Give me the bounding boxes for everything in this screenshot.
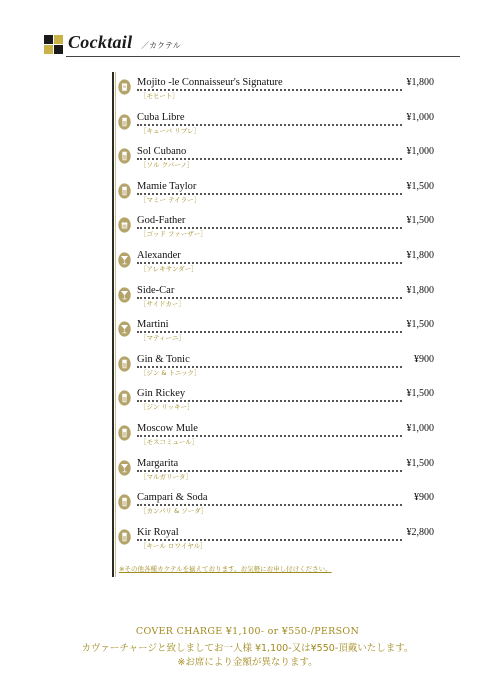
item-name: Gin & Tonic: [137, 354, 194, 365]
tumbler-glass-icon: [118, 390, 131, 406]
item-price: ¥900: [410, 354, 434, 365]
cover-charge-line: COVER CHARGE ¥1,100- or ¥550-/PERSON: [135, 626, 360, 637]
cover-charge-detail: カヴァーチャージと致しましてお一人様 ¥1,100-又は¥550-頂戴いたします。: [81, 643, 414, 654]
item-kana: ［ソル クバーノ］: [140, 161, 194, 170]
menu-item: [112, 524, 442, 554]
item-kana: ［マミー テイラー］: [140, 195, 201, 204]
menu-item: [112, 282, 442, 312]
menu-item: [112, 212, 442, 242]
menu-item: [112, 455, 442, 485]
tumbler-glass-icon: [118, 114, 131, 130]
item-name: Gin Rickey: [137, 388, 189, 399]
item-kana: ［ジン リッキー］: [140, 403, 194, 412]
page-subtitle: ／カクテル: [141, 41, 181, 50]
page-header: [44, 34, 460, 60]
menu-item: [112, 316, 442, 346]
item-name: Sol Cubano: [137, 146, 190, 157]
item-kana: ［マルガリータ］: [140, 472, 192, 481]
item-kana: ［キューバ リブレ］: [140, 126, 200, 135]
menu-item: [112, 109, 442, 139]
item-price: ¥1,800: [403, 285, 435, 296]
item-name: Margarita: [137, 458, 182, 469]
item-price: ¥1,800: [403, 77, 435, 88]
item-name: Mojito -le Connaisseur's Signature: [137, 77, 287, 88]
menu-item: [112, 420, 442, 450]
tumbler-glass-icon: [118, 148, 131, 164]
checker-logo-icon: [44, 35, 64, 55]
old-fashioned-glass-icon: [118, 217, 131, 233]
cover-charge-note: ※お席により金額が異なります。: [177, 657, 318, 668]
item-kana: ［ゴッド ファーザー］: [140, 230, 207, 239]
page-title: Cocktail: [68, 32, 133, 52]
item-price: ¥1,000: [403, 146, 435, 157]
item-kana: ［ジン & トニック］: [140, 368, 201, 377]
tumbler-glass-icon: [118, 183, 131, 199]
item-name: Alexander: [137, 250, 185, 261]
menu-note: ※その他各種カクテルを揃えております。お気軽にお申し付けください。: [119, 565, 332, 573]
item-price: ¥1,000: [403, 423, 435, 434]
menu-item: [112, 351, 442, 381]
item-price: ¥1,500: [403, 319, 435, 330]
menu-item: [112, 385, 442, 415]
cocktail-glass-icon: [118, 287, 131, 303]
item-name: God-Father: [137, 215, 189, 226]
item-kana: ［マティーニ］: [140, 334, 185, 343]
cocktail-glass-icon: [118, 252, 131, 268]
item-name: Side-Car: [137, 285, 178, 296]
item-kana: ［モヒート］: [140, 92, 179, 100]
menu-item: [112, 143, 442, 173]
tumbler-glass-icon: [118, 494, 131, 510]
item-name: Kir Royal: [137, 527, 183, 538]
item-price: ¥900: [410, 492, 434, 503]
dot-leader: [137, 321, 402, 333]
menu-item: [112, 178, 442, 208]
item-kana: ［サイドカー］: [140, 299, 185, 308]
header-divider: [66, 56, 460, 57]
item-price: ¥1,500: [403, 215, 435, 226]
item-price: ¥1,000: [403, 112, 435, 123]
item-price: ¥1,500: [403, 388, 435, 399]
menu-item: [112, 247, 442, 277]
item-name: Campari & Soda: [137, 492, 212, 503]
item-price: ¥2,800: [403, 527, 435, 538]
cocktail-glass-icon: [118, 460, 131, 476]
item-name: Moscow Mule: [137, 423, 202, 434]
item-kana: ［キール ロワイヤル］: [140, 541, 207, 550]
item-name: Mamie Taylor: [137, 181, 200, 192]
item-name: Cuba Libre: [137, 112, 189, 123]
tumbler-glass-icon: [118, 425, 131, 441]
item-kana: ［モスコミュール］: [140, 438, 199, 446]
tumbler-glass-icon: [118, 529, 131, 545]
tumbler-glass-icon: [118, 356, 131, 372]
item-price: ¥1,800: [403, 250, 435, 261]
item-price: ¥1,500: [403, 181, 435, 192]
item-kana: ［カンパリ & ソーダ］: [140, 507, 208, 516]
rocks-glass-icon: [118, 79, 131, 95]
menu-item: [112, 489, 442, 519]
cocktail-glass-icon: [118, 321, 131, 337]
item-price: ¥1,500: [403, 458, 435, 469]
menu-item: [112, 74, 442, 104]
item-kana: ［アレキサンダー］: [140, 265, 198, 273]
item-name: Martini: [137, 319, 173, 330]
